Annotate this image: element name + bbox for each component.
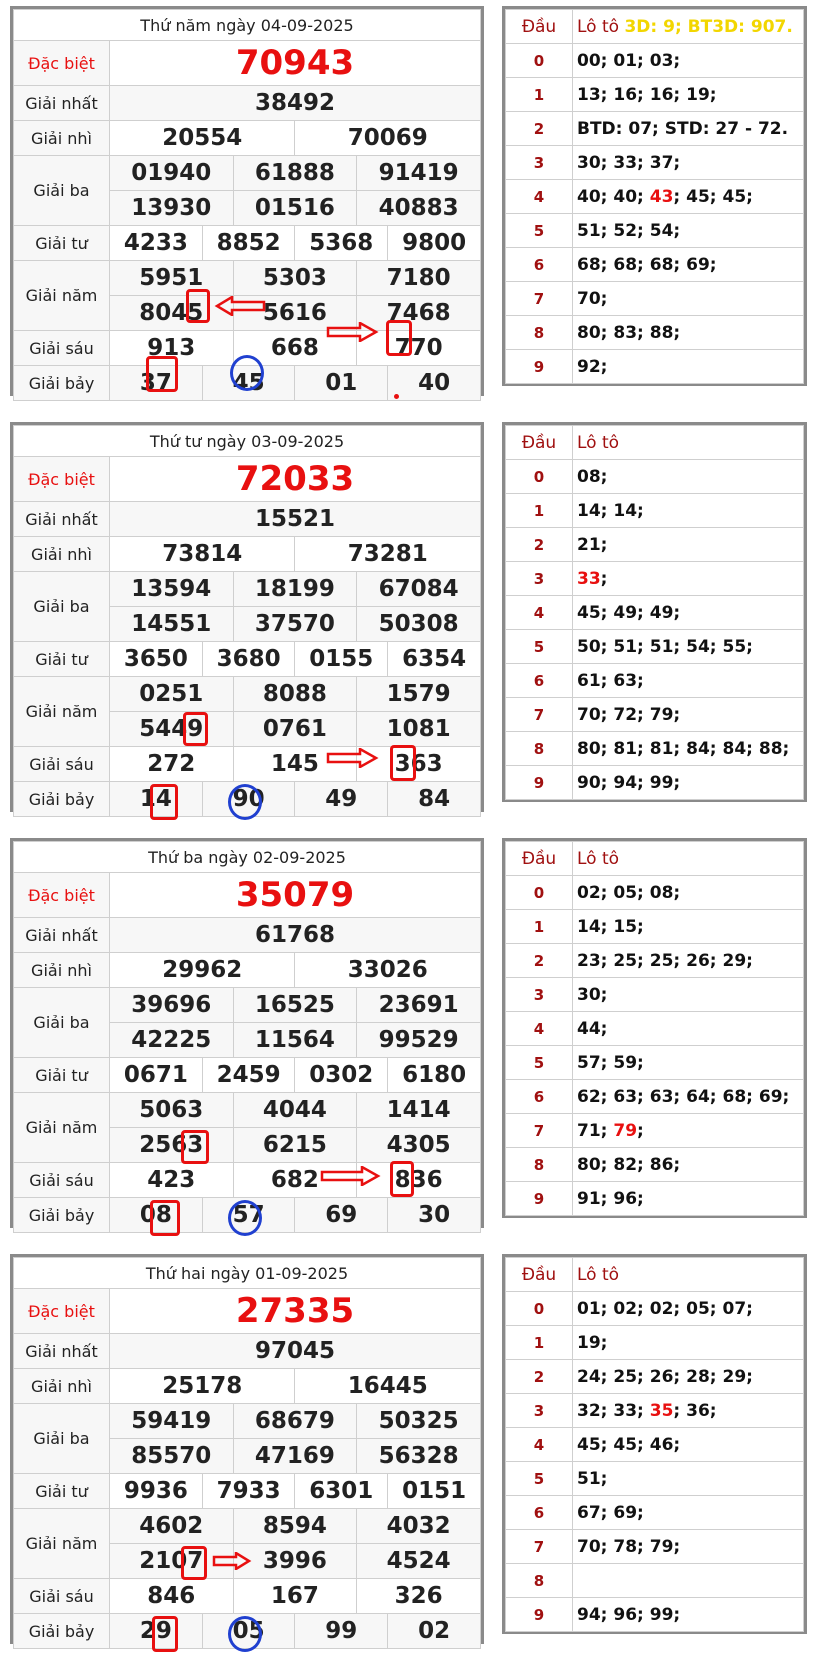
loto-values: 80; 81; 81; 84; 84; 88; <box>573 732 804 766</box>
loto-values: 30; <box>573 978 804 1012</box>
loto-values <box>573 180 804 214</box>
loto-dau: 5 <box>506 214 573 248</box>
highlight-box <box>181 1546 207 1580</box>
third-prize: 59419 <box>110 1404 234 1439</box>
third-prize: 01516 <box>233 191 357 226</box>
second-prize: 73281 <box>295 537 481 572</box>
label-giai-nhi: Giải nhì <box>14 537 110 572</box>
seventh-prize: 40 <box>388 366 481 401</box>
loto-dau: 8 <box>506 1564 573 1598</box>
sixth-prize: 913 <box>110 331 234 366</box>
first-prize: 61768 <box>110 918 481 953</box>
label-giai-nhat: Giải nhất <box>14 502 110 537</box>
sixth-prize: 326 <box>357 1579 481 1614</box>
fifth-prize: 3996 <box>233 1544 357 1579</box>
loto-values: 02; 05; 08; <box>573 876 804 910</box>
fifth-prize: 5449 <box>110 712 234 747</box>
label-giai-ba: Giải ba <box>14 1404 110 1474</box>
sixth-prize: 272 <box>110 747 234 782</box>
day-title: Thứ hai ngày 01-09-2025 <box>14 1258 481 1289</box>
third-prize: 50325 <box>357 1404 481 1439</box>
loto-table <box>502 6 807 386</box>
sixth-prize: 145 <box>233 747 357 782</box>
loto-dau: 4 <box>506 180 573 214</box>
sixth-prize: 668 <box>233 331 357 366</box>
fifth-prize: 7180 <box>357 261 481 296</box>
fourth-prize: 3650 <box>110 642 203 677</box>
loto-dau: 3 <box>506 1394 573 1428</box>
loto-dau: 1 <box>506 1326 573 1360</box>
loto-dau: 6 <box>506 1496 573 1530</box>
label-giai-nam: Giải năm <box>14 677 110 747</box>
fifth-prize: 4602 <box>110 1509 234 1544</box>
label-giai-ba: Giải ba <box>14 572 110 642</box>
label-dac-biet: Đặc biệt <box>14 873 110 918</box>
loto-header: Lô tô <box>573 426 804 460</box>
loto-values: 70; 78; 79; <box>573 1530 804 1564</box>
seventh-prize: 45 <box>202 366 295 401</box>
loto-values: 57; 59; <box>573 1046 804 1080</box>
loto-values: 13; 16; 16; 19; <box>573 78 804 112</box>
sixth-prize: 423 <box>110 1163 234 1198</box>
third-prize: 42225 <box>110 1023 234 1058</box>
third-prize: 61888 <box>233 156 357 191</box>
loto-dau: 0 <box>506 1292 573 1326</box>
third-prize: 67084 <box>357 572 481 607</box>
loto-dau: 7 <box>506 698 573 732</box>
loto-values <box>573 562 804 596</box>
seventh-prize: 05 <box>202 1614 295 1649</box>
third-prize: 68679 <box>233 1404 357 1439</box>
third-prize: 13594 <box>110 572 234 607</box>
loto-dau: 9 <box>506 1182 573 1216</box>
loto-values: 01; 02; 02; 05; 07; <box>573 1292 804 1326</box>
label-giai-sau: Giải sáu <box>14 1579 110 1614</box>
seventh-prize: 02 <box>388 1614 481 1649</box>
loto-table <box>502 422 807 802</box>
fourth-prize: 0302 <box>295 1058 388 1093</box>
loto-dau: 4 <box>506 596 573 630</box>
label-dac-biet: Đặc biệt <box>14 41 110 86</box>
third-prize: 99529 <box>357 1023 481 1058</box>
fourth-prize: 6354 <box>388 642 481 677</box>
loto-values: 23; 25; 25; 26; 29; <box>573 944 804 978</box>
fifth-prize: 4032 <box>357 1509 481 1544</box>
fifth-prize: 5063 <box>110 1093 234 1128</box>
seventh-prize: 90 <box>202 782 295 817</box>
seventh-prize: 57 <box>202 1198 295 1233</box>
seventh-prize: 29 <box>110 1614 203 1649</box>
second-prize: 73814 <box>110 537 295 572</box>
results-table <box>10 1254 484 1644</box>
label-giai-sau: Giải sáu <box>14 1163 110 1198</box>
label-giai-bay: Giải bảy <box>14 1198 110 1233</box>
loto-post: ; <box>637 1120 644 1141</box>
highlight-box <box>150 784 178 820</box>
highlight-circle <box>228 784 262 820</box>
loto-dau: 2 <box>506 528 573 562</box>
seventh-prize: 08 <box>110 1198 203 1233</box>
fourth-prize: 4233 <box>110 226 203 261</box>
loto-header: Lô tô <box>573 842 804 876</box>
highlight-box <box>390 1161 414 1197</box>
fifth-prize: 4305 <box>357 1128 481 1163</box>
seventh-prize: 99 <box>295 1614 388 1649</box>
loto-post: ; <box>600 568 608 589</box>
fourth-prize: 6301 <box>295 1474 388 1509</box>
fourth-prize: 0151 <box>388 1474 481 1509</box>
loto-values: 30; 33; 37; <box>573 146 804 180</box>
first-prize: 38492 <box>110 86 481 121</box>
third-prize: 16525 <box>233 988 357 1023</box>
loto-dau: 3 <box>506 146 573 180</box>
arrow-icon <box>214 296 266 316</box>
loto-post: ; 36; <box>673 1400 717 1421</box>
loto-values: 14; 14; <box>573 494 804 528</box>
loto-values: 51; <box>573 1462 804 1496</box>
label-giai-nhat: Giải nhất <box>14 86 110 121</box>
day-title: Thứ tư ngày 03-09-2025 <box>14 426 481 457</box>
second-prize: 20554 <box>110 121 295 156</box>
third-prize: 23691 <box>357 988 481 1023</box>
loto-values: 08; <box>573 460 804 494</box>
loto-dau: 2 <box>506 1360 573 1394</box>
sixth-prize: 682 <box>233 1163 357 1198</box>
dau-header: Đầu <box>506 426 573 460</box>
dau-header: Đầu <box>506 10 573 44</box>
seventh-prize: 14 <box>110 782 203 817</box>
loto-dau: 2 <box>506 944 573 978</box>
fifth-prize: 5303 <box>233 261 357 296</box>
loto-values: 70; 72; 79; <box>573 698 804 732</box>
loto-header: Lô tô <box>577 16 620 37</box>
second-prize: 29962 <box>110 953 295 988</box>
highlight-circle <box>228 1616 262 1652</box>
loto-dau: 0 <box>506 876 573 910</box>
label-giai-sau: Giải sáu <box>14 747 110 782</box>
fourth-prize: 9936 <box>110 1474 203 1509</box>
loto-values: 45; 45; 46; <box>573 1428 804 1462</box>
loto-dau: 0 <box>506 44 573 78</box>
third-prize: 40883 <box>357 191 481 226</box>
label-giai-nhat: Giải nhất <box>14 918 110 953</box>
fourth-prize: 6180 <box>388 1058 481 1093</box>
third-prize: 14551 <box>110 607 234 642</box>
loto-dau: 6 <box>506 664 573 698</box>
loto-values: 14; 15; <box>573 910 804 944</box>
loto-pre: 32; 33; <box>577 1400 650 1421</box>
fifth-prize: 8088 <box>233 677 357 712</box>
sixth-prize: 167 <box>233 1579 357 1614</box>
first-prize: 97045 <box>110 1334 481 1369</box>
label-giai-nam: Giải năm <box>14 1093 110 1163</box>
fifth-prize: 0761 <box>233 712 357 747</box>
label-giai-tu: Giải tư <box>14 642 110 677</box>
highlight-box <box>186 289 210 323</box>
highlight-box <box>181 1130 209 1164</box>
loto-values: 91; 96; <box>573 1182 804 1216</box>
day-block <box>0 422 819 814</box>
label-dac-biet: Đặc biệt <box>14 457 110 502</box>
highlight-box <box>386 320 412 356</box>
loto-values: 80; 83; 88; <box>573 316 804 350</box>
loto-dau: 9 <box>506 350 573 384</box>
third-prize: 13930 <box>110 191 234 226</box>
loto-dau: 1 <box>506 78 573 112</box>
loto-dau: 1 <box>506 494 573 528</box>
loto-highlight: 79 <box>613 1120 638 1141</box>
fifth-prize: 0251 <box>110 677 234 712</box>
loto-dau: 9 <box>506 766 573 800</box>
loto-values: 24; 25; 26; 28; 29; <box>573 1360 804 1394</box>
sixth-prize: 836 <box>357 1163 481 1198</box>
highlight-box <box>390 745 416 781</box>
arrow-icon <box>212 1552 252 1570</box>
third-prize: 91419 <box>357 156 481 191</box>
seventh-prize: 84 <box>388 782 481 817</box>
loto-dau: 7 <box>506 282 573 316</box>
label-giai-tu: Giải tư <box>14 226 110 261</box>
loto-values: 67; 69; <box>573 1496 804 1530</box>
fifth-prize: 2563 <box>110 1128 234 1163</box>
loto-dau: 8 <box>506 732 573 766</box>
results-table <box>10 6 484 396</box>
highlight-box <box>146 356 178 392</box>
loto-values: 80; 82; 86; <box>573 1148 804 1182</box>
fourth-prize: 0671 <box>110 1058 203 1093</box>
label-giai-sau: Giải sáu <box>14 331 110 366</box>
label-giai-nhi: Giải nhì <box>14 953 110 988</box>
loto-dau: 5 <box>506 630 573 664</box>
loto-table <box>502 838 807 1218</box>
second-prize: 16445 <box>295 1369 481 1404</box>
label-giai-ba: Giải ba <box>14 988 110 1058</box>
fifth-prize: 4524 <box>357 1544 481 1579</box>
loto-dau: 4 <box>506 1012 573 1046</box>
fifth-prize: 8045 <box>110 296 234 331</box>
loto-values: 50; 51; 51; 54; 55; <box>573 630 804 664</box>
loto-values: 61; 63; <box>573 664 804 698</box>
loto-values: 62; 63; 63; 64; 68; 69; <box>573 1080 804 1114</box>
loto-values: 92; <box>573 350 804 384</box>
seventh-prize: 30 <box>388 1198 481 1233</box>
sixth-prize: 770 <box>357 331 481 366</box>
day-block <box>0 6 819 398</box>
loto-dau: 3 <box>506 562 573 596</box>
special-prize: 72033 <box>110 457 481 502</box>
day-block <box>0 1254 819 1646</box>
label-dac-biet: Đặc biệt <box>14 1289 110 1334</box>
seventh-prize: 37 <box>110 366 203 401</box>
label-giai-nam: Giải năm <box>14 261 110 331</box>
loto-dau: 9 <box>506 1598 573 1632</box>
second-prize: 70069 <box>295 121 481 156</box>
loto-dau: 8 <box>506 1148 573 1182</box>
loto-values: 00; 01; 03; <box>573 44 804 78</box>
second-prize: 25178 <box>110 1369 295 1404</box>
loto-dau: 6 <box>506 248 573 282</box>
loto-dau: 7 <box>506 1114 573 1148</box>
special-prize: 70943 <box>110 41 481 86</box>
loto-dau: 0 <box>506 460 573 494</box>
loto-dau: 5 <box>506 1046 573 1080</box>
fourth-prize: 3680 <box>202 642 295 677</box>
loto-values: 90; 94; 99; <box>573 766 804 800</box>
loto-dau: 3 <box>506 978 573 1012</box>
loto-dau: 8 <box>506 316 573 350</box>
loto-values <box>573 1564 804 1598</box>
day-block <box>0 838 819 1230</box>
arrow-icon <box>326 748 380 768</box>
third-prize: 11564 <box>233 1023 357 1058</box>
dot-mark <box>394 394 399 399</box>
dau-header: Đầu <box>506 1258 573 1292</box>
loto-highlight: 35 <box>649 1400 674 1421</box>
loto-pre: 40; 40; <box>577 186 650 207</box>
loto-highlight: 43 <box>649 186 674 207</box>
loto-values: 51; 52; 54; <box>573 214 804 248</box>
fourth-prize: 5368 <box>295 226 388 261</box>
fifth-prize: 2107 <box>110 1544 234 1579</box>
sixth-prize: 846 <box>110 1579 234 1614</box>
fifth-prize: 1081 <box>357 712 481 747</box>
loto-extra: 3D: 9; BT3D: 907. <box>624 16 793 37</box>
loto-table <box>502 1254 807 1634</box>
loto-dau: 1 <box>506 910 573 944</box>
loto-values: 21; <box>573 528 804 562</box>
seventh-prize: 69 <box>295 1198 388 1233</box>
special-prize: 27335 <box>110 1289 481 1334</box>
fourth-prize: 7933 <box>202 1474 295 1509</box>
loto-values: 19; <box>573 1326 804 1360</box>
highlight-box <box>150 1200 180 1236</box>
third-prize: 50308 <box>357 607 481 642</box>
loto-dau: 2 <box>506 112 573 146</box>
fifth-prize: 6215 <box>233 1128 357 1163</box>
label-giai-nam: Giải năm <box>14 1509 110 1579</box>
label-giai-bay: Giải bảy <box>14 782 110 817</box>
fifth-prize: 1579 <box>357 677 481 712</box>
loto-dau: 5 <box>506 1462 573 1496</box>
fifth-prize: 1414 <box>357 1093 481 1128</box>
loto-dau: 4 <box>506 1428 573 1462</box>
third-prize: 37570 <box>233 607 357 642</box>
label-giai-tu: Giải tư <box>14 1474 110 1509</box>
fifth-prize: 5616 <box>233 296 357 331</box>
loto-post: ; 45; 45; <box>673 186 753 207</box>
loto-pre: 71; <box>577 1120 614 1141</box>
special-prize: 35079 <box>110 873 481 918</box>
loto-dau: 7 <box>506 1530 573 1564</box>
arrow-icon <box>326 322 380 342</box>
loto-values: 45; 49; 49; <box>573 596 804 630</box>
loto-values: 44; <box>573 1012 804 1046</box>
fifth-prize: 7468 <box>357 296 481 331</box>
loto-values <box>573 1394 804 1428</box>
loto-header: Lô tô <box>573 1258 804 1292</box>
loto-values: BTD: 07; STD: 27 - 72. <box>573 112 804 146</box>
third-prize: 01940 <box>110 156 234 191</box>
fourth-prize: 0155 <box>295 642 388 677</box>
loto-dau: 6 <box>506 1080 573 1114</box>
third-prize: 47169 <box>233 1439 357 1474</box>
loto-values: 94; 96; 99; <box>573 1598 804 1632</box>
day-title: Thứ năm ngày 04-09-2025 <box>14 10 481 41</box>
seventh-prize: 01 <box>295 366 388 401</box>
label-giai-bay: Giải bảy <box>14 1614 110 1649</box>
fifth-prize: 8594 <box>233 1509 357 1544</box>
third-prize: 85570 <box>110 1439 234 1474</box>
fourth-prize: 2459 <box>202 1058 295 1093</box>
second-prize: 33026 <box>295 953 481 988</box>
seventh-prize: 49 <box>295 782 388 817</box>
loto-values: 70; <box>573 282 804 316</box>
sixth-prize: 363 <box>357 747 481 782</box>
third-prize: 39696 <box>110 988 234 1023</box>
label-giai-bay: Giải bảy <box>14 366 110 401</box>
label-giai-nhi: Giải nhì <box>14 121 110 156</box>
highlight-circle <box>228 1200 262 1236</box>
label-giai-nhat: Giải nhất <box>14 1334 110 1369</box>
first-prize: 15521 <box>110 502 481 537</box>
label-giai-tu: Giải tư <box>14 1058 110 1093</box>
third-prize: 18199 <box>233 572 357 607</box>
loto-values <box>573 1114 804 1148</box>
third-prize: 56328 <box>357 1439 481 1474</box>
loto-values: 68; 68; 68; 69; <box>573 248 804 282</box>
label-giai-nhi: Giải nhì <box>14 1369 110 1404</box>
fourth-prize: 9800 <box>388 226 481 261</box>
highlight-box <box>183 712 208 746</box>
day-title: Thứ ba ngày 02-09-2025 <box>14 842 481 873</box>
fourth-prize: 8852 <box>202 226 295 261</box>
highlight-box <box>152 1616 178 1652</box>
label-giai-ba: Giải ba <box>14 156 110 226</box>
highlight-circle <box>230 355 264 391</box>
loto-highlight: 33 <box>577 568 601 589</box>
fifth-prize: 5951 <box>110 261 234 296</box>
arrow-icon <box>320 1166 382 1186</box>
fifth-prize: 4044 <box>233 1093 357 1128</box>
dau-header: Đầu <box>506 842 573 876</box>
